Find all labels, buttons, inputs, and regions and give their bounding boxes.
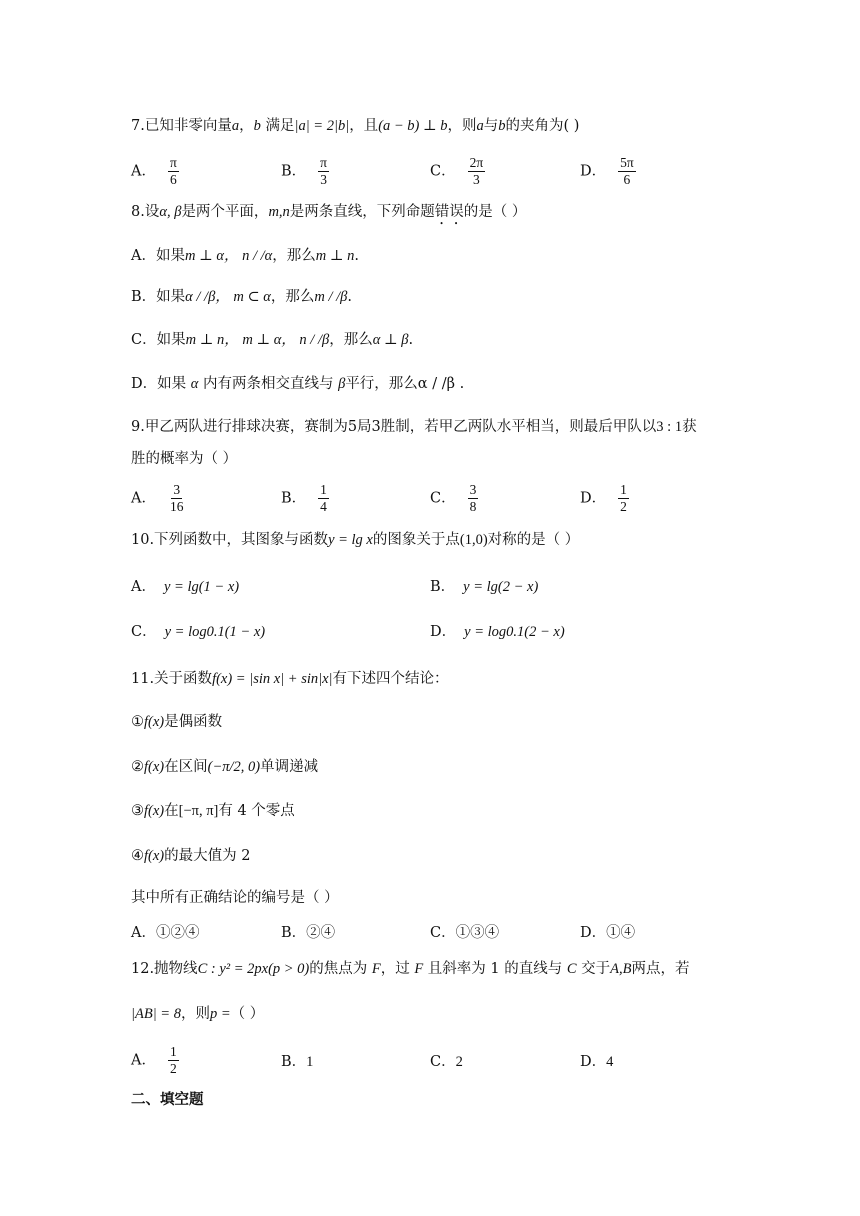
denominator: 2	[169, 1061, 177, 1076]
option-label: A．	[131, 579, 156, 595]
option-math: y = log0.1(1 − x)	[164, 624, 266, 640]
q12-p: p =	[209, 1006, 231, 1022]
q10-option-d[interactable]	[430, 622, 565, 642]
q8-emphasis: 错误	[434, 204, 464, 220]
claim-mark: ④	[131, 848, 144, 864]
q12-text-a: 12.抛物线	[131, 961, 198, 977]
q7-vector-a: a	[231, 118, 240, 134]
q7-text-f: 的夹角为( )	[505, 118, 580, 134]
q7-text-d: ，则	[447, 118, 477, 134]
question-9-stem	[131, 417, 697, 437]
q8-option-d[interactable]	[131, 374, 464, 394]
q7-condition-2: (a − b) ⊥ b	[378, 118, 448, 134]
option-label: C．如果	[131, 332, 186, 348]
q8-planes: α, β	[159, 204, 182, 220]
claim-text-2: 单调递减	[260, 759, 319, 775]
q11-text-a: 11.关于函数	[131, 671, 213, 687]
q8-text-a: 8.设	[131, 204, 160, 220]
denominator: 8	[469, 499, 477, 514]
q11-summary	[131, 888, 339, 908]
question-10-stem	[131, 530, 579, 550]
q9-ratio: 3 : 1	[656, 419, 683, 435]
option-text: ②④	[306, 925, 336, 941]
option-tail: ，那么	[329, 332, 373, 348]
claim-math: f(x)	[144, 848, 165, 864]
option-tail: ，那么	[272, 248, 316, 264]
numerator: 1	[320, 482, 327, 497]
q11-option-b[interactable]	[281, 923, 335, 943]
option-text: 1	[306, 1054, 314, 1070]
fraction	[168, 1044, 179, 1077]
q12-text-d: 且斜率为 1 的直线与	[423, 961, 567, 977]
numerator: 1	[169, 1044, 177, 1059]
q10-option-c[interactable]	[131, 622, 265, 642]
q9-option-d[interactable]	[580, 482, 629, 515]
fraction	[168, 482, 186, 515]
q7-vector-b-2: b	[498, 118, 506, 134]
option-label: D．	[430, 624, 457, 640]
option-math: m ⊥ α， n / /α	[184, 248, 273, 264]
option-label: B．如果	[131, 289, 186, 305]
claim-math: f(x)	[144, 759, 165, 775]
q11-claim-4	[131, 846, 250, 866]
option-end: .	[347, 289, 353, 305]
option-label: A．	[131, 1052, 156, 1069]
option-label: D．如果	[131, 376, 191, 392]
option-text: 2	[455, 1054, 463, 1070]
q12-curve: C : y² = 2px(p > 0)	[197, 961, 310, 977]
q7-text-a: 7.已知非零向量	[131, 118, 232, 134]
q12-text-b: 的焦点为	[309, 961, 372, 977]
claim-math: f(x)	[144, 803, 165, 819]
fraction	[318, 482, 329, 515]
q7-vector-b: b	[253, 118, 261, 134]
fraction	[318, 155, 329, 188]
q12-focus-2: F	[414, 961, 424, 977]
q12-text-g: ，则	[180, 1006, 210, 1022]
q11-summary-text: 其中所有正确结论的编号是（ ）	[131, 890, 339, 906]
option-label: D．	[580, 925, 607, 941]
option-label: D．	[580, 1054, 607, 1070]
option-math: m ⊥ n， m ⊥ α， n / /β	[185, 332, 330, 348]
claim-text: 在区间	[164, 759, 208, 775]
q10-option-a[interactable]	[131, 577, 239, 597]
claim-mark: ③	[131, 803, 144, 819]
denominator: 3	[320, 172, 327, 187]
q12-curve-name: C	[566, 961, 577, 977]
q12-option-a[interactable]	[131, 1044, 179, 1077]
option-label: C．	[430, 1054, 456, 1070]
denominator: 3	[473, 172, 480, 187]
numerator: 3	[469, 482, 477, 497]
fraction	[168, 155, 179, 188]
denominator: 16	[169, 499, 184, 514]
q8-option-c[interactable]	[131, 330, 413, 350]
option-label: A．如果	[131, 248, 185, 264]
section-heading: 二、填空题	[131, 1092, 204, 1108]
q10-text-a: 10.下列函数中，其图象与函数	[131, 532, 329, 548]
q9-text-b: 获	[682, 419, 697, 435]
q7-option-c[interactable]	[430, 155, 485, 188]
q12-option-c[interactable]	[430, 1052, 463, 1072]
option-math-2: α ⊥ β	[372, 332, 409, 348]
numerator: 3	[173, 482, 181, 497]
question-9-stem-cont	[131, 449, 237, 469]
option-label: B．	[430, 579, 456, 595]
option-label: D．	[580, 490, 607, 507]
option-text: ①②④	[155, 925, 200, 941]
q8-text-d: 的是（ ）	[463, 204, 527, 220]
q12-focus: F	[371, 961, 381, 977]
q7-vector-a-2: a	[476, 118, 484, 134]
option-label: B．	[281, 490, 307, 507]
q10-option-b[interactable]	[430, 577, 538, 597]
option-math-2: β	[338, 376, 346, 392]
q12-text-f: 两点，若	[631, 961, 690, 977]
q7-comma: ，	[239, 118, 254, 134]
option-label: A．	[131, 925, 156, 941]
numerator: 2π	[469, 155, 484, 170]
option-label: A．	[131, 490, 156, 507]
denominator: 4	[320, 499, 327, 514]
q7-text-b: 满足	[260, 118, 295, 134]
option-math: y = log0.1(2 − x)	[464, 624, 565, 640]
q12-text-e: 交于	[576, 961, 611, 977]
option-math: α / /β， m ⊂ α	[185, 289, 271, 305]
q11-option-d[interactable]	[580, 923, 635, 943]
q9-text-a: 9.甲乙两队进行排球决赛，赛制为5局3胜制，若甲乙两队水平相当，则最后甲队以	[131, 419, 657, 435]
q12-condition: |AB| = 8	[131, 1006, 181, 1022]
question-12-stem-cont	[131, 1004, 264, 1024]
q9-option-c[interactable]	[430, 482, 478, 515]
q7-text-c: ，且	[349, 118, 379, 134]
claim-interval: (−π/2, 0)	[207, 759, 261, 775]
numerator: π	[320, 155, 327, 170]
option-math-2: m ⊥ n	[315, 248, 355, 264]
option-label: B．	[281, 163, 307, 180]
q11-option-a[interactable]	[131, 923, 199, 943]
q7-option-d[interactable]	[580, 155, 636, 188]
option-label: C．	[430, 163, 456, 180]
claim-text-2: 有 4 个零点	[218, 803, 295, 819]
q12-text-c: ，过	[380, 961, 415, 977]
q10-text-b: 的图象关于点	[372, 532, 460, 548]
option-tail: 内有两条相交直线与	[198, 376, 339, 392]
claim-math: f(x)	[144, 714, 165, 730]
q12-option-d[interactable]	[580, 1052, 613, 1072]
q10-point: (1,0)	[459, 532, 488, 548]
option-text: ①③④	[455, 925, 500, 941]
q11-claim-1	[131, 712, 222, 732]
option-math: y = lg(1 − x)	[163, 579, 240, 595]
fraction	[468, 482, 479, 515]
q11-claim-2	[131, 757, 318, 777]
question-7-stem	[131, 116, 579, 136]
option-text: 4	[606, 1054, 614, 1070]
q11-text-b: 有下述四个结论：	[332, 671, 449, 687]
q9-option-a[interactable]	[131, 482, 185, 515]
q10-text-c: 对称的是（ ）	[487, 532, 580, 548]
option-end: 平行，那么α / /β .	[345, 376, 465, 392]
q7-text-e: 与	[483, 118, 499, 134]
claim-interval: [−π, π]	[178, 803, 219, 819]
option-label: B．	[281, 925, 307, 941]
claim-text: 在	[164, 803, 179, 819]
option-label: D．	[580, 163, 607, 180]
claim-text: 是偶函数	[164, 714, 223, 730]
option-math: α	[190, 376, 199, 392]
numerator: 1	[620, 482, 627, 497]
claim-mark: ①	[131, 714, 144, 730]
q7-option-a[interactable]	[131, 155, 179, 188]
numerator: π	[169, 155, 177, 170]
q7-condition-1: |a| = 2|b|	[294, 118, 350, 134]
claim-mark: ②	[131, 759, 144, 775]
q12-points: A,B	[610, 961, 632, 977]
q11-function: f(x) = |sin x| + sin|x|	[212, 671, 333, 687]
denominator: 6	[623, 172, 631, 187]
q9-option-b[interactable]	[281, 482, 329, 515]
option-end: .	[408, 332, 414, 348]
denominator: 2	[620, 499, 627, 514]
q7-option-b[interactable]	[281, 155, 329, 188]
denominator: 6	[170, 172, 177, 187]
q10-function: y = lg x	[328, 532, 373, 548]
option-label: C．	[131, 624, 157, 640]
q8-option-a[interactable]	[131, 246, 359, 266]
option-label: A．	[131, 163, 156, 180]
question-12-stem	[131, 959, 690, 979]
option-label: B．	[281, 1054, 307, 1070]
option-math: y = lg(2 − x)	[463, 579, 539, 595]
q9-text-c: 胜的概率为（ ）	[131, 451, 238, 467]
option-tail: ，那么	[270, 289, 315, 305]
q8-text-c: 是两条直线，下列命题	[289, 204, 435, 220]
question-8-stem	[131, 202, 526, 228]
option-end: .	[354, 248, 359, 264]
fraction	[468, 155, 486, 188]
q11-claim-3	[131, 801, 295, 821]
q12-option-b[interactable]	[281, 1052, 313, 1072]
fraction	[618, 482, 629, 515]
option-text: ①④	[606, 925, 636, 941]
q11-option-c[interactable]	[430, 923, 499, 943]
option-label: C．	[430, 925, 456, 941]
q8-lines: m,n	[268, 204, 290, 220]
question-11-stem	[131, 669, 449, 689]
numerator: 5π	[620, 155, 634, 170]
claim-text: 的最大值为 2	[164, 848, 251, 864]
q8-option-b[interactable]	[131, 287, 352, 307]
fraction	[618, 155, 636, 188]
q12-text-h: （ ）	[230, 1006, 265, 1022]
q8-text-b: 是两个平面，	[181, 204, 269, 220]
option-label: C．	[430, 490, 456, 507]
option-math-2: m / /β	[314, 289, 348, 305]
